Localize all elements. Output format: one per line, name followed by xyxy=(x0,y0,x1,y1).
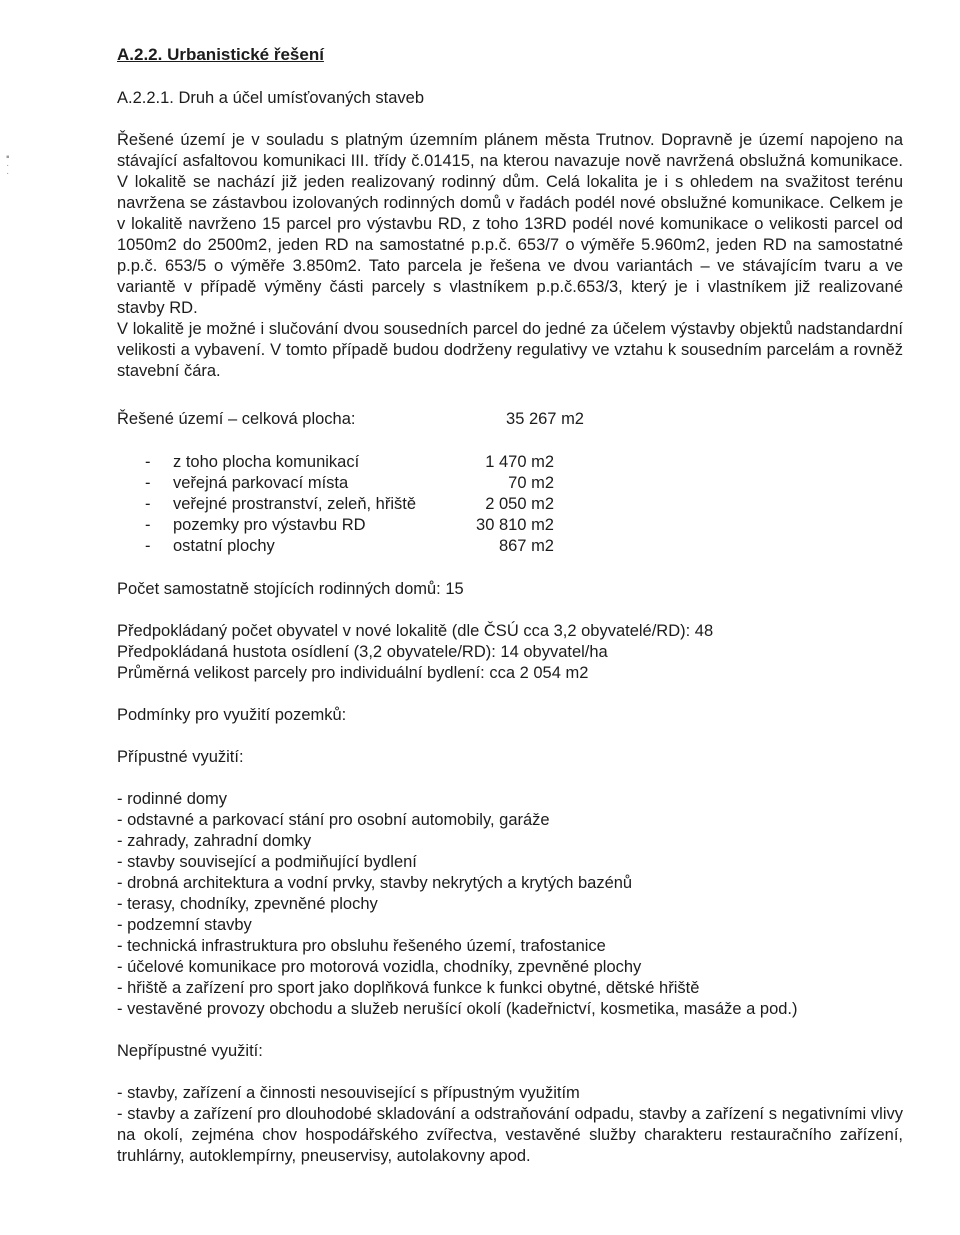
list-dash: - xyxy=(145,474,151,492)
area-summary xyxy=(117,409,903,557)
area-item-value: 30 810 m2 xyxy=(476,516,554,534)
area-item-label: pozemky pro výstavbu RD xyxy=(173,516,366,534)
list-dash: - xyxy=(145,537,151,555)
area-item-value: 70 m2 xyxy=(508,474,554,492)
area-item-label: ostatní plochy xyxy=(173,537,275,555)
area-item-row xyxy=(117,452,903,473)
area-item-label: veřejné prostranství, zeleň, hřiště xyxy=(173,495,417,513)
population-density: Předpokládaná hustota osídlení (3,2 obyvatele/RD): 14 obyvatel/ha xyxy=(117,643,608,661)
list-item: - technická infrastruktura pro obsluhu řešeného území, trafostanice xyxy=(117,937,606,955)
area-item-row xyxy=(117,515,903,536)
prohibited-heading: Nepřípustné využití: xyxy=(117,1042,263,1060)
area-total-row xyxy=(117,409,903,430)
scan-artifact: ▪ · · xyxy=(6,152,10,179)
list-item: - stavby související a podmiňující bydlení xyxy=(117,853,417,871)
paragraph-description: Řešené území je v souladu s platným územním plánem města Trutnov. Dopravně je území napojeno na stávající asfaltovou komunikaci III. třídy č.01415, na kterou navazuje nově navržená obslužná komunikace. V lokalitě se nachází již jeden realizovaný rodinný dům. Celá lokalita je i s ohledem na svažitost terénu navržena se zástavbou izolovaných rodinných domů v řadách podél nové obslužné komunikace. Celkem je v lokalitě navrženo 15 parcel pro výstavbu RD, z toho 13RD podél nové komunikace o velikosti parcel od 1050m2 do 2500m2, jeden RD na samostatné p.p.č. 653/7 o výměře 5.960m2, jeden RD na samostatné p.p.č. 653/5 o výměře 3.850m2. Tato parcela je řešena ve dvou variantách – ve stávajícím tvaru a ve variantě v případě výměny části parcely s vlastníkem p.p.č.653/3, který je i vlastníkem již realizované stavby RD. xyxy=(117,131,903,317)
list-item: - zahrady, zahradní domky xyxy=(117,832,312,850)
subsection-heading: A.2.2.1. Druh a účel umísťovaných staveb xyxy=(117,89,425,107)
list-dash: - xyxy=(145,516,151,534)
list-item: - terasy, chodníky, zpevněné plochy xyxy=(117,895,378,913)
list-item: - rodinné domy xyxy=(117,790,228,808)
paragraph-merging: V lokalitě je možné i slučování dvou sousedních parcel do jedné za účelem výstavby objektů nadstandardní velikosti a vybavení. V tomto případě budou dodrženy regulativy ve vztahu k sousedním parcelám a rovněž stavební čára. xyxy=(117,320,903,380)
houses-count: Počet samostatně stojících rodinných domů: 15 xyxy=(117,580,464,598)
expected-residents: Předpokládaný počet obyvatel v nové lokalitě (dle ČSÚ cca 3,2 obyvatelé/RD): 48 xyxy=(117,622,714,640)
list-item: - stavby, zařízení a činnosti nesouvisející s přípustným využitím xyxy=(117,1084,580,1102)
area-item-row xyxy=(117,536,903,557)
list-item: - účelové komunikace pro motorová vozidla, chodníky, zpevněné plochy xyxy=(117,958,642,976)
list-item: - podzemní stavby xyxy=(117,916,252,934)
area-item-row xyxy=(117,494,903,515)
area-item-value: 1 470 m2 xyxy=(485,453,554,471)
permitted-list xyxy=(117,789,903,1020)
area-item-row xyxy=(117,473,903,494)
section-heading: A.2.2. Urbanistické řešení xyxy=(117,45,324,64)
list-dash: - xyxy=(145,495,151,513)
permitted-heading: Přípustné využití: xyxy=(117,748,244,766)
list-item: - hřiště a zařízení pro sport jako doplňková funkce k funkci obytné, dětské hřiště xyxy=(117,979,700,997)
conditions-heading: Podmínky pro využití pozemků: xyxy=(117,706,347,724)
area-item-label: z toho plocha komunikací xyxy=(173,453,360,471)
area-total-value: 35 267 m2 xyxy=(506,410,584,428)
prohibited-list xyxy=(117,1083,903,1167)
list-item: - odstavné a parkovací stání pro osobní automobily, garáže xyxy=(117,811,550,829)
area-total-label: Řešené území – celková plocha: xyxy=(117,410,356,428)
list-item: - stavby a zařízení pro dlouhodobé skladování a odstraňování odpadu, stavby a zařízení s negativními vlivy na okolí, zejména chov hospodářského zvířectva, vestavěné služby charakteru restauračního zařízení, truhlárny, autoklempírny, pneuservisy, autolakovny apod. xyxy=(117,1105,903,1165)
average-parcel-size: Průměrná velikost parcely pro individuální bydlení: cca 2 054 m2 xyxy=(117,664,589,682)
area-item-label: veřejná parkovací místa xyxy=(173,474,349,492)
area-item-value: 2 050 m2 xyxy=(485,495,554,513)
document-content xyxy=(117,44,903,1167)
list-item: - drobná architektura a vodní prvky, stavby nekrytých a krytých bazénů xyxy=(117,874,633,892)
list-dash: - xyxy=(145,453,151,471)
list-item: - vestavěné provozy obchodu a služeb nerušící okolí (kadeřnictví, kosmetika, masáže a pod.) xyxy=(117,1000,798,1018)
area-item-value: 867 m2 xyxy=(498,537,554,555)
